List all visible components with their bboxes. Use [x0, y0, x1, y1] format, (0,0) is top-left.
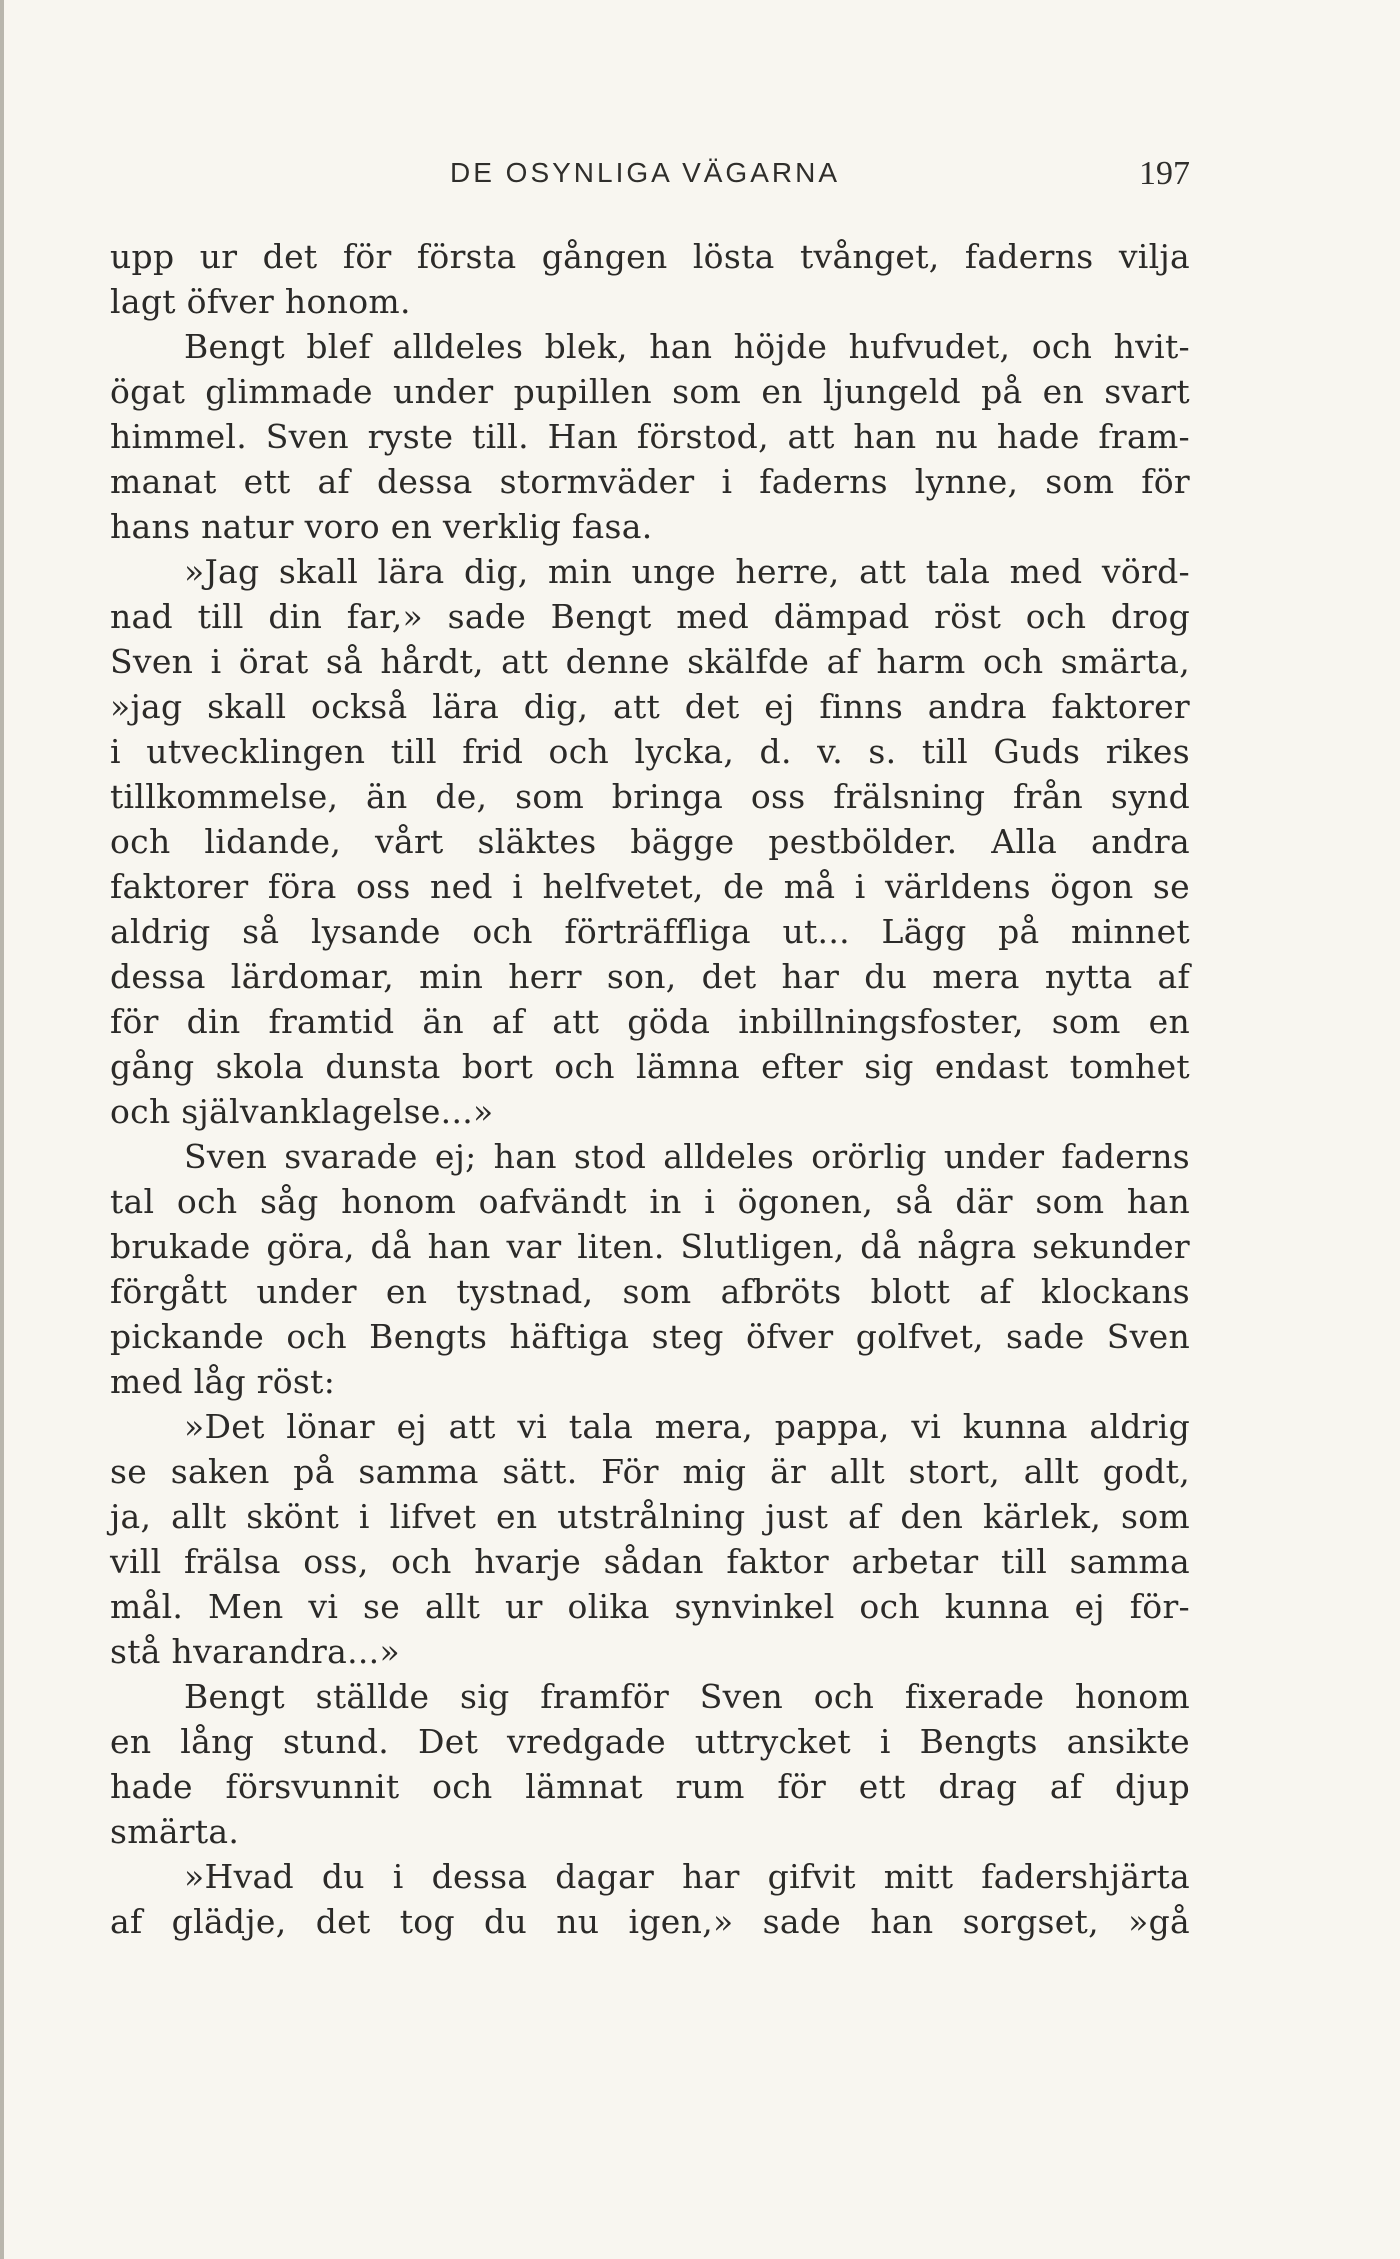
page-number: 197	[1139, 155, 1190, 192]
text-line: lagt öfver honom.	[110, 282, 411, 321]
text-line: förgått under en tystnad, som afbröts blott af klockans	[110, 1272, 1190, 1311]
text-line: dessa lärdomar, min herr son, det har du mera nytta af	[110, 957, 1190, 996]
text-line: hade försvunnit och lämnat rum för ett drag af djup	[110, 1767, 1190, 1806]
text-line: mål. Men vi se allt ur olika synvinkel och kunna ej för-	[110, 1587, 1190, 1626]
text-line: nad till din far,» sade Bengt med dämpad röst och drog	[110, 597, 1190, 636]
text-line: och lidande, vårt släktes bägge pestbölder. Alla andra	[110, 822, 1190, 861]
text-line: tillkommelse, än de, som bringa oss frälsning från synd	[110, 777, 1190, 816]
text-line: stå hvarandra...»	[110, 1632, 400, 1671]
text-line: Sven i örat så hårdt, att denne skälfde af harm och smärta,	[110, 642, 1190, 681]
body-text	[110, 234, 1190, 1944]
text-line: i utvecklingen till frid och lycka, d. v. s. till Guds rikes	[110, 732, 1190, 771]
text-line: pickande och Bengts häftiga steg öfver golfvet, sade Sven	[110, 1317, 1190, 1356]
text-line: Bengt blef alldeles blek, han höjde hufvudet, och hvit-	[184, 327, 1190, 366]
text-line: en lång stund. Det vredgade uttrycket i Bengts ansikte	[110, 1722, 1190, 1761]
text-line: »jag skall också lära dig, att det ej finns andra faktorer	[110, 687, 1190, 726]
text-line: ögat glimmade under pupillen som en ljungeld på en svart	[110, 372, 1190, 411]
text-line: af glädje, det tog du nu igen,» sade han sorgset, »gå	[110, 1902, 1190, 1941]
page-edge	[0, 0, 4, 2259]
text-line: se saken på samma sätt. För mig är allt stort, allt godt,	[110, 1452, 1190, 1491]
text-line: hans natur voro en verklig fasa.	[110, 507, 653, 546]
text-line: smärta.	[110, 1812, 240, 1851]
text-line: vill frälsa oss, och hvarje sådan faktor arbetar till samma	[110, 1542, 1190, 1581]
text-line: för din framtid än af att göda inbillningsfoster, som en	[110, 1002, 1190, 1041]
text-line: gång skola dunsta bort och lämna efter sig endast tomhet	[110, 1047, 1190, 1086]
text-line: Bengt ställde sig framför Sven och fixerade honom	[184, 1677, 1190, 1716]
text-line: brukade göra, då han var liten. Slutligen, då några sekunder	[110, 1227, 1190, 1266]
text-line: »Jag skall lära dig, min unge herre, att tala med vörd-	[184, 552, 1190, 591]
text-line: ja, allt skönt i lifvet en utstrålning just af den kärlek, som	[110, 1497, 1190, 1536]
text-line: aldrig så lysande och förträffliga ut... Lägg på minnet	[110, 912, 1190, 951]
text-line: upp ur det för första gången lösta tvånget, faderns vilja	[110, 237, 1190, 276]
text-line: manat ett af dessa stormväder i faderns lynne, som för	[110, 462, 1190, 501]
text-line: Sven svarade ej; han stod alldeles orörlig under faderns	[184, 1137, 1190, 1176]
text-line: tal och såg honom oafvändt in i ögonen, så där som han	[110, 1182, 1190, 1221]
text-line: faktorer föra oss ned i helfvetet, de må i världens ögon se	[110, 867, 1190, 906]
text-line: himmel. Sven ryste till. Han förstod, att han nu hade fram-	[110, 417, 1190, 456]
text-line: »Hvad du i dessa dagar har gifvit mitt fadershjärta	[184, 1857, 1190, 1896]
page-header	[110, 155, 1190, 195]
text-line: och självanklagelse...»	[110, 1092, 494, 1131]
text-line: med låg röst:	[110, 1362, 336, 1401]
running-head: DE OSYNLIGA VÄGARNA	[450, 157, 840, 188]
text-line: »Det lönar ej att vi tala mera, pappa, vi kunna aldrig	[184, 1407, 1190, 1446]
